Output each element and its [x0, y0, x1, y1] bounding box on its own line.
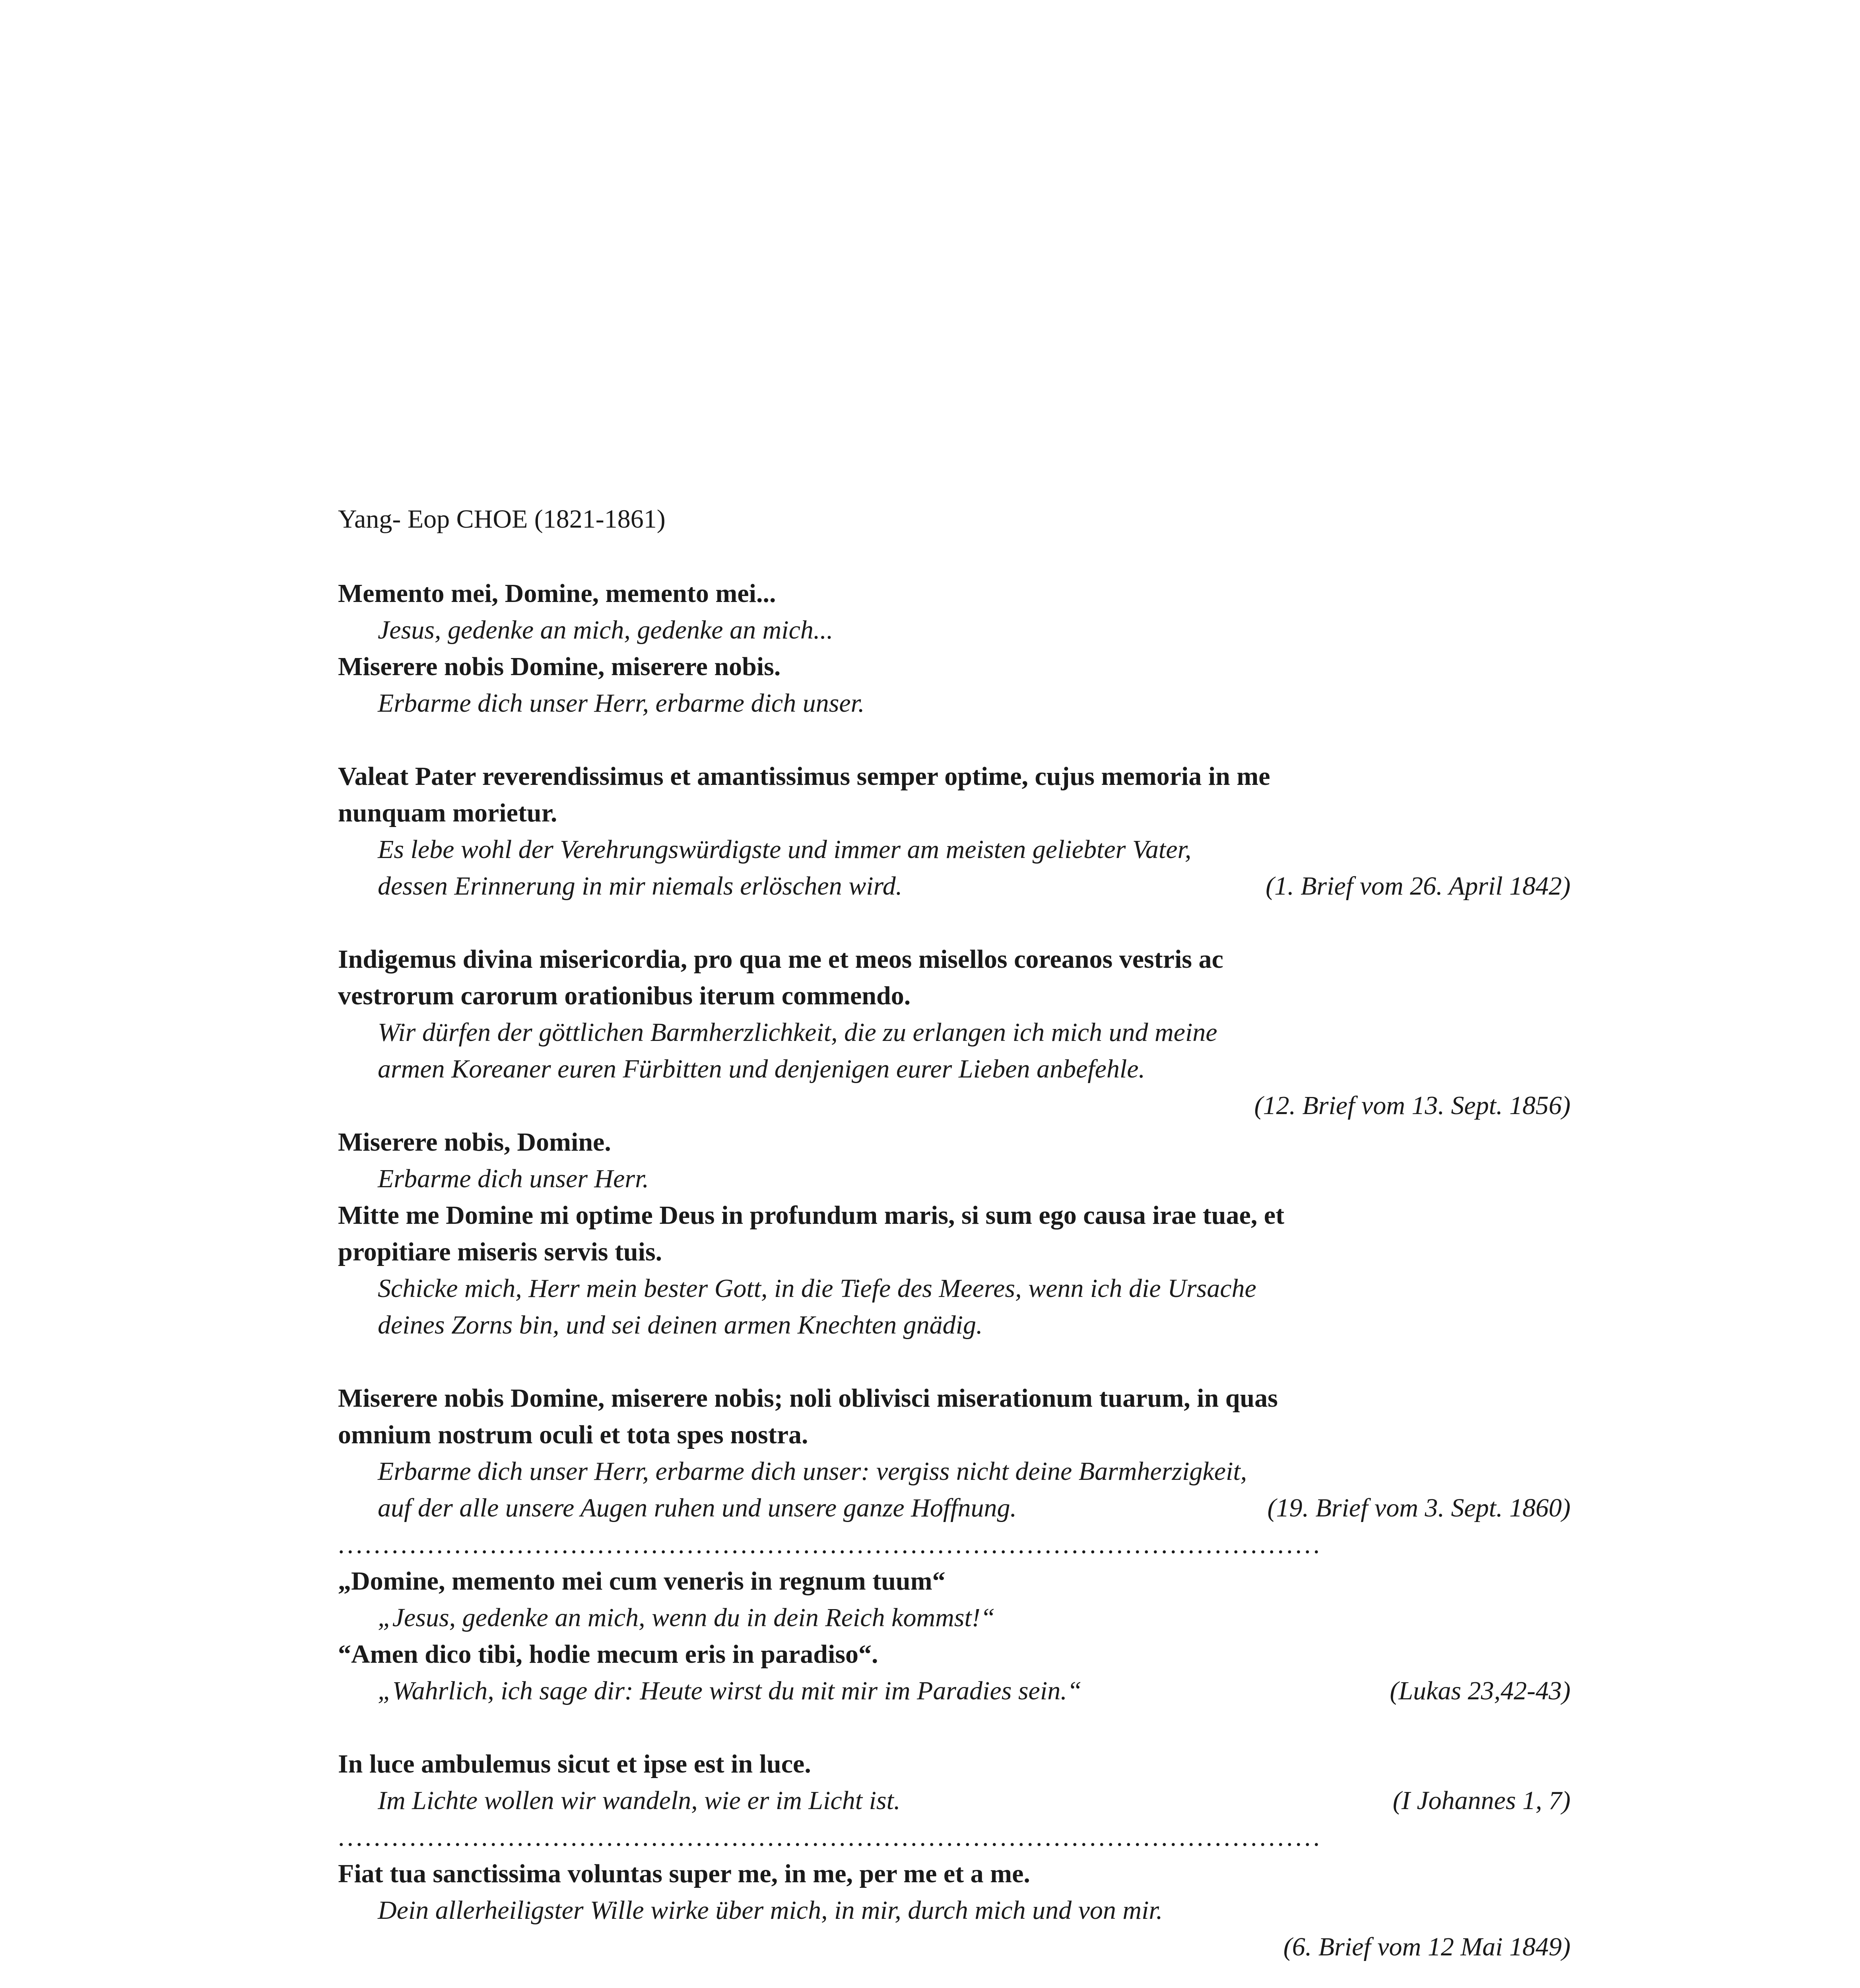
german-line: „Jesus, gedenke an mich, wenn du in dein Reich kommst!“ — [378, 1603, 995, 1632]
letter-reference: (6. Brief vom 12 Mai 1849) — [1283, 1932, 1571, 1961]
letter-reference: (19. Brief vom 3. Sept. 1860) — [1267, 1493, 1571, 1522]
latin-line: “Amen dico tibi, hodie mecum eris in paradiso“. — [338, 1640, 878, 1669]
spacer — [338, 1965, 1571, 1988]
german-line: Erbarme dich unser Herr, erbarme dich unser. — [378, 689, 865, 718]
document-body — [338, 501, 1571, 1988]
spacer — [338, 722, 1571, 758]
latin-line: Memento mei, Domine, memento mei... — [338, 579, 776, 608]
latin-line: Mitte me Domine mi optime Deus in profundum maris, si sum ego causa irae tuae, et — [338, 1201, 1285, 1230]
spacer — [338, 1343, 1571, 1380]
spacer — [338, 905, 1571, 941]
bible-reference: (I Johannes 1, 7) — [1392, 1786, 1571, 1815]
bible-reference: (Lukas 23,42-43) — [1390, 1676, 1571, 1705]
german-line: deines Zorns bin, und sei deinen armen Knechten gnädig. — [378, 1310, 983, 1340]
german-line-with-reference — [338, 1673, 1571, 1709]
latin-line: omnium nostrum oculi et tota spes nostra. — [338, 1420, 808, 1449]
german-line: Schicke mich, Herr mein bester Gott, in die Tiefe des Meeres, wenn ich die Ursache — [378, 1274, 1256, 1303]
latin-line: Miserere nobis Domine, miserere nobis; noli oblivisci miserationum tuarum, in quas — [338, 1384, 1278, 1413]
latin-line: Valeat Pater reverendissimus et amantissimus semper optime, cujus memoria in me — [338, 762, 1270, 791]
latin-line: nunquam morietur. — [338, 798, 557, 827]
dotted-separator: .............................................................................................................. — [338, 1823, 1322, 1852]
german-text: dessen Erinnerung in mir niemals erlöschen wird. — [378, 872, 903, 901]
german-text: „Wahrlich, ich sage dir: Heute wirst du mit mir im Paradies sein.“ — [378, 1676, 1082, 1705]
letter-reference: (1. Brief vom 26. April 1842) — [1266, 872, 1571, 901]
german-line-with-reference — [338, 1490, 1571, 1526]
german-line: Wir dürfen der göttlichen Barmherzlichkeit, die zu erlangen ich mich und meine — [378, 1018, 1217, 1047]
dotted-separator: .............................................................................................................. — [338, 1530, 1322, 1559]
latin-line: Miserere nobis, Domine. — [338, 1128, 611, 1157]
latin-line: Indigemus divina misericordia, pro qua me et meos misellos coreanos vestris ac — [338, 945, 1223, 974]
german-line: Jesus, gedenke an mich, gedenke an mich... — [378, 615, 833, 645]
latin-line: Miserere nobis Domine, miserere nobis. — [338, 652, 781, 681]
latin-line: propitiare miseris servis tuis. — [338, 1237, 662, 1266]
latin-line: In luce ambulemus sicut et ipse est in luce. — [338, 1749, 811, 1778]
letter-reference: (12. Brief vom 13. Sept. 1856) — [1254, 1091, 1571, 1120]
german-line-with-reference — [338, 1782, 1571, 1819]
german-line: Erbarme dich unser Herr, erbarme dich unser: vergiss nicht deine Barmherzigkeit, — [378, 1457, 1247, 1486]
german-line: Es lebe wohl der Verehrungswürdigste und immer am meisten geliebter Vater, — [378, 835, 1192, 864]
german-line: Dein allerheiligster Wille wirke über mich, in mir, durch mich und von mir. — [378, 1896, 1163, 1925]
german-text: auf der alle unsere Augen ruhen und unsere ganze Hoffnung. — [378, 1493, 1017, 1522]
latin-line: vestrorum carorum orationibus iterum commendo. — [338, 981, 911, 1010]
german-text: Im Lichte wollen wir wandeln, wie er im Licht ist. — [378, 1786, 901, 1815]
document-title: Yang- Eop CHOE (1821-1861) — [338, 505, 666, 534]
german-line-with-reference — [338, 868, 1571, 905]
latin-line: Fiat tua sanctissima voluntas super me, in me, per me et a me. — [338, 1859, 1030, 1888]
german-line: armen Koreaner euren Fürbitten und denjenigen eurer Lieben anbefehle. — [378, 1054, 1146, 1083]
latin-line: „Domine, memento mei cum veneris in regnum tuum“ — [338, 1567, 946, 1596]
spacer — [338, 1709, 1571, 1746]
german-line: Erbarme dich unser Herr. — [378, 1164, 649, 1193]
